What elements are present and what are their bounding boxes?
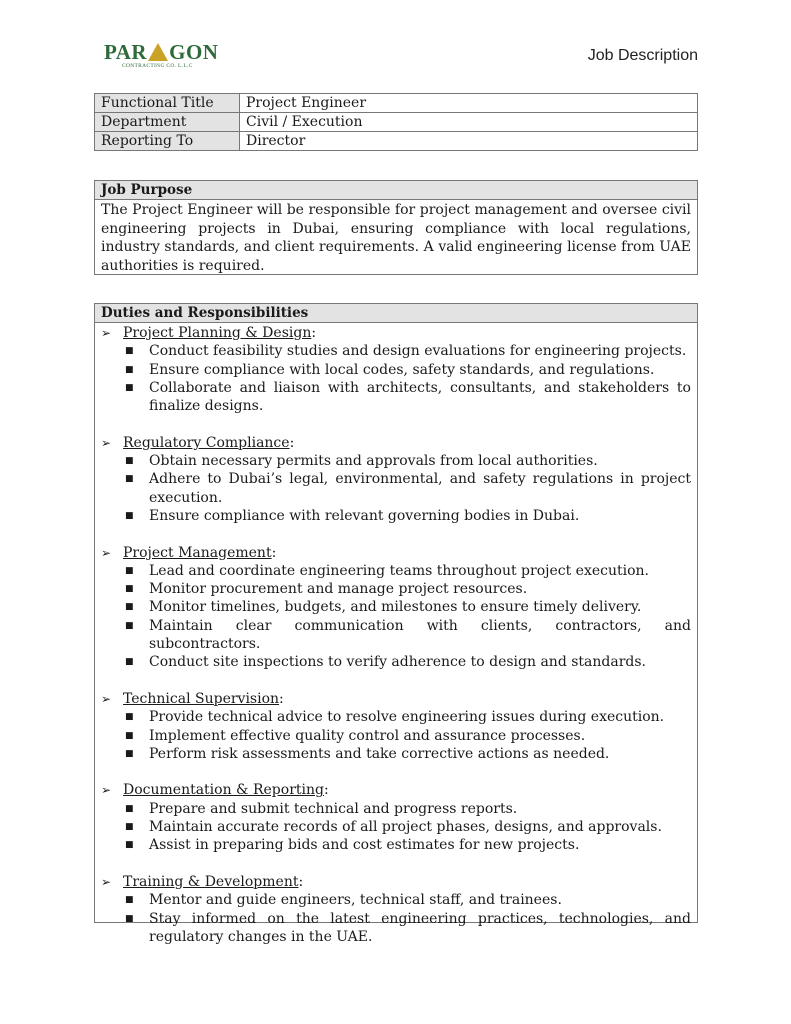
job-info-table: [94, 93, 698, 151]
colon: :: [271, 544, 277, 561]
info-label: Reporting To: [95, 132, 240, 151]
job-purpose-box: [94, 180, 698, 275]
list-item: [125, 342, 691, 360]
list-item: [125, 708, 691, 726]
square-bullet-icon: ■: [125, 840, 134, 851]
list-item: [125, 891, 691, 909]
info-value: Project Engineer: [240, 94, 698, 113]
arrow-bullet-icon: ➢: [101, 783, 112, 798]
duty-section: [101, 690, 691, 763]
arrow-bullet-icon: ➢: [101, 691, 112, 706]
company-logo: [104, 40, 219, 72]
job-purpose-heading: Job Purpose: [95, 181, 697, 200]
square-bullet-icon: ■: [125, 346, 134, 357]
duty-section: [101, 873, 691, 946]
duties-heading: Duties and Responsibilities: [95, 304, 697, 323]
square-bullet-icon: ■: [125, 474, 134, 485]
duties-list: [95, 323, 697, 948]
duty-section-label: Training & Development: [123, 873, 299, 890]
duty-item-text: Maintain clear communication with clients, contractors, and subcontractors.: [149, 617, 691, 653]
square-bullet-icon: ■: [125, 803, 134, 814]
colon: :: [279, 690, 284, 707]
duty-items: [101, 891, 691, 946]
list-item: [125, 727, 691, 745]
duty-section: [101, 434, 691, 525]
arrow-bullet-icon: ➢: [101, 545, 112, 560]
info-value: Director: [240, 132, 698, 151]
duty-section-title: [101, 781, 691, 799]
square-bullet-icon: ■: [125, 364, 134, 375]
list-item: [125, 818, 691, 836]
duty-item-text: Monitor timelines, budgets, and milestones to ensure timely delivery.: [149, 599, 642, 616]
square-bullet-icon: ■: [125, 730, 134, 741]
square-bullet-icon: ■: [125, 456, 134, 467]
list-item: [125, 507, 691, 525]
duty-items: [101, 452, 691, 525]
duty-item-text: Maintain accurate records of all project phases, designs, and approvals.: [149, 819, 662, 836]
logo-triangle-icon: [148, 43, 168, 61]
square-bullet-icon: ■: [125, 822, 134, 833]
duty-item-text: Prepare and submit technical and progress reports.: [149, 800, 518, 817]
list-item: [125, 379, 691, 416]
list-item: [125, 653, 691, 671]
colon: :: [289, 434, 295, 451]
list-item: [125, 910, 691, 947]
logo-text-left: PAR: [104, 40, 148, 64]
square-bullet-icon: ■: [125, 748, 134, 759]
list-item: [125, 562, 691, 580]
colon: :: [311, 325, 317, 341]
list-item: [125, 470, 691, 507]
duty-item-text: Collaborate and liaison with architects, consultants, and stakeholders to finalize designs.: [149, 379, 691, 415]
duty-items: [101, 708, 691, 763]
square-bullet-icon: ■: [125, 712, 134, 723]
duty-items: [101, 800, 691, 855]
list-item: [125, 361, 691, 379]
list-item: [125, 598, 691, 616]
duty-item-text: Perform risk assessments and take corrective actions as needed.: [149, 745, 610, 762]
duty-section: [101, 544, 691, 672]
square-bullet-icon: ■: [125, 382, 134, 393]
logo-subtitle: CONTRACTING CO. L.L.C: [122, 63, 193, 69]
duty-item-text: Conduct site inspections to verify adherence to design and standards.: [149, 654, 647, 671]
duty-item-text: Mentor and guide engineers, technical staff, and trainees.: [149, 892, 562, 909]
duty-section-label: Project Planning & Design: [123, 325, 312, 341]
duty-section-label: Technical Supervision: [123, 690, 280, 707]
duty-item-text: Lead and coordinate engineering teams throughout project execution.: [149, 562, 649, 579]
duty-item-text: Conduct feasibility studies and design evaluations for engineering projects.: [149, 343, 687, 360]
square-bullet-icon: ■: [125, 895, 134, 906]
logo-text-right: GON: [169, 40, 219, 64]
duty-item-text: Adhere to Dubai’s legal, environmental, and safety regulations in project execution.: [149, 471, 691, 506]
duty-section-label: Documentation & Reporting: [123, 782, 324, 799]
duty-item-text: Implement effective quality control and assurance processes.: [149, 727, 586, 744]
duty-section-label: Project Management: [123, 544, 272, 561]
square-bullet-icon: ■: [125, 602, 134, 613]
duty-section-title: [101, 434, 691, 452]
list-item: [125, 617, 691, 654]
square-bullet-icon: ■: [125, 913, 134, 924]
info-label: Department: [95, 113, 240, 132]
list-item: [125, 745, 691, 763]
job-purpose-text: The Project Engineer will be responsible for project management and oversee civil engineering projects in Dubai, ensuring compliance with local regulations, industry standards, and client requirements. A valid engineering license from UAE authorities is required.: [101, 202, 691, 274]
duty-section-title: [101, 873, 691, 891]
square-bullet-icon: ■: [125, 510, 134, 521]
square-bullet-icon: ■: [125, 584, 134, 595]
duty-item-text: Ensure compliance with local codes, safety standards, and regulations.: [149, 361, 655, 378]
duty-item-text: Monitor procurement and manage project resources.: [149, 581, 528, 598]
duty-item-text: Stay informed on the latest engineering practices, technologies, and regulatory changes in the UAE.: [149, 910, 691, 945]
square-bullet-icon: ■: [125, 565, 134, 576]
duty-item-text: Assist in preparing bids and cost estimates for new projects.: [149, 837, 580, 854]
duty-items: [101, 562, 691, 672]
duty-section-title: [101, 544, 691, 562]
arrow-bullet-icon: ➢: [101, 874, 112, 889]
duty-item-text: Obtain necessary permits and approvals from local authorities.: [149, 453, 598, 470]
duty-section-title: [101, 324, 691, 342]
list-item: [125, 580, 691, 598]
arrow-bullet-icon: ➢: [101, 326, 112, 340]
colon: :: [323, 782, 329, 799]
table-row: [95, 113, 698, 132]
duties-box: [94, 303, 698, 945]
table-row: [95, 94, 698, 113]
duty-section: [101, 324, 691, 415]
info-label: Functional Title: [95, 94, 240, 113]
table-row: [95, 132, 698, 151]
duty-item-text: Provide technical advice to resolve engineering issues during execution.: [149, 709, 665, 726]
logo-wordmark: [104, 40, 218, 64]
list-item: [125, 836, 691, 854]
duty-item-text: Ensure compliance with relevant governing bodies in Dubai.: [149, 507, 580, 524]
colon: :: [298, 873, 304, 890]
info-value: Civil / Execution: [240, 113, 698, 132]
square-bullet-icon: ■: [125, 620, 134, 631]
duty-section-label: Regulatory Compliance: [123, 434, 290, 451]
duty-section: [101, 781, 691, 854]
arrow-bullet-icon: ➢: [101, 435, 112, 450]
list-item: [125, 800, 691, 818]
list-item: [125, 452, 691, 470]
duty-items: [101, 342, 691, 415]
duty-section-title: [101, 690, 691, 708]
document-title: Job Description: [587, 47, 698, 64]
square-bullet-icon: ■: [125, 657, 134, 668]
